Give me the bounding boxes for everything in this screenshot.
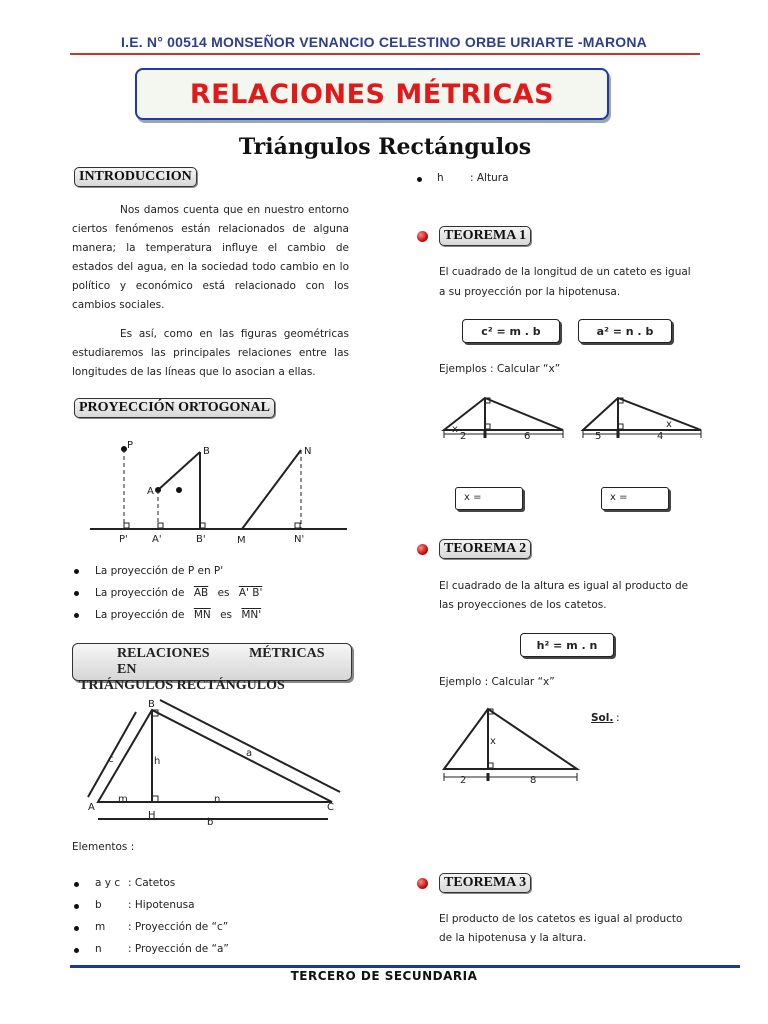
proyeccion-item-2-mid: es	[217, 587, 230, 599]
teorema2-ejemplo: Ejemplo : Calcular “x”	[439, 676, 555, 688]
teorema2-sol-colon: :	[616, 712, 620, 724]
proyeccion-item-3	[95, 609, 261, 621]
proyeccion-item-1: La proyección de P en P'	[95, 565, 224, 577]
relaciones-heading-line2: TRIÁNGULOS RECTÁNGULOS	[79, 678, 285, 693]
label-m: M	[237, 535, 246, 546]
teorema1-example-1-figure	[438, 392, 568, 444]
relaciones-heading-text1: RELACIONES MÉTRICAS EN	[117, 646, 325, 677]
proyeccion-item-3-mid: es	[220, 609, 233, 621]
elemento-value-3: : Proyección de “c”	[128, 921, 229, 933]
segment-ab-label: $\overline{AB}$	[193, 587, 209, 599]
segment-a-prime-b-prime-label: A' B'	[238, 587, 263, 599]
teorema1-bullet-icon	[417, 231, 428, 242]
elemento-value-1: : Catetos	[128, 877, 176, 889]
proyeccion-item-2	[95, 587, 262, 599]
segment-mn-prime-label: MN'	[241, 609, 262, 621]
proyeccion-heading: PROYECCIÓN ORTOGONAL	[74, 398, 275, 418]
bullet-dot	[417, 177, 422, 182]
footer-grade: TERCERO DE SECUNDARIA	[290, 969, 478, 983]
teorema1-text-line1: El cuadrado de la longitud de un cateto es igual	[439, 266, 691, 278]
side-c-label: c	[108, 754, 114, 765]
bullet-dot	[74, 904, 79, 909]
bullet-dot	[74, 613, 79, 618]
label-p: P	[127, 440, 134, 451]
example2-right-value: 4	[657, 431, 664, 442]
teorema2-triangle	[444, 709, 577, 769]
elemento-key-1: a y c	[95, 877, 121, 889]
right-angle-n	[295, 523, 300, 528]
altitude-h-label: h	[154, 756, 161, 767]
teorema1-answer-box-2[interactable]	[601, 487, 669, 510]
segment-ab	[158, 452, 200, 490]
example1-x-label: x	[452, 424, 458, 435]
intro-paragraph-1: Nos damos cuenta que en nuestro entorno ciertos fenómenos están relacionados de alguna manera; la temperatura influye el cambio de estados del agua, en la sociedad todo cambio en lo político y económico está relacionado con los cambios sociales.	[72, 204, 349, 311]
elemento-key-2: b	[95, 899, 102, 911]
stray-point	[176, 487, 182, 493]
side-b-label: b	[207, 817, 214, 827]
teorema2-right-value: 8	[530, 775, 537, 786]
elemento-value-2: : Hipotenusa	[128, 899, 195, 911]
teorema1-answer-2-label: x =	[610, 492, 628, 503]
side-a-label: a	[246, 748, 253, 759]
example1-triangle	[444, 398, 563, 430]
label-n: N	[304, 446, 312, 457]
side-a-measure	[160, 700, 340, 792]
label-p-prime: P'	[119, 534, 128, 545]
right-angle-p	[124, 523, 129, 528]
school-header: I.E. N° 00514 MONSEÑOR VENANCIO CELESTINO ORBE URIARTE -MARONA	[121, 34, 647, 50]
teorema3-heading: TEOREMA 3	[439, 873, 531, 893]
teorema3-text-line2: de la hipotenusa y la altura.	[439, 932, 587, 944]
projection-diagram	[85, 435, 355, 550]
title-box	[135, 68, 609, 120]
projection-m-label: m	[118, 794, 128, 805]
elementos-label: Elementos :	[72, 841, 135, 853]
footer-divider	[70, 965, 740, 968]
label-n-prime: N'	[294, 534, 305, 545]
example2-x-label: x	[666, 419, 672, 430]
teorema2-heading: TEOREMA 2	[439, 539, 531, 559]
label-a-prime: A'	[152, 534, 162, 545]
main-triangle-diagram	[78, 692, 358, 827]
label-a: A	[147, 486, 154, 497]
elemento-key-3: m	[95, 921, 106, 933]
teorema1-answer-box-1[interactable]	[455, 487, 523, 510]
teorema1-ejemplos: Ejemplos : Calcular “x”	[439, 363, 561, 375]
intro-heading: INTRODUCCION	[74, 167, 197, 187]
segment-mn	[242, 450, 301, 529]
teorema1-example-2-figure	[577, 392, 707, 444]
teorema2-sol-label: Sol.	[591, 712, 614, 724]
vertex-c-label: C	[327, 802, 334, 813]
example2-triangle	[583, 398, 701, 430]
altura-key: h	[437, 172, 444, 184]
teorema2-formula: h² = m . n	[520, 633, 614, 657]
relaciones-heading-line1	[79, 646, 345, 678]
example1-right-value: 6	[524, 431, 531, 442]
bullet-dot	[74, 882, 79, 887]
triangle-abc	[98, 710, 332, 802]
relaciones-heading	[72, 643, 352, 693]
teorema1-formula-1: c² = m . b	[462, 319, 560, 343]
projection-n-label: n	[214, 794, 221, 805]
example1-left-value: 2	[460, 431, 467, 442]
page-title: RELACIONES MÉTRICAS	[189, 78, 555, 110]
intro-paragraph-2: Es así, como en las figuras geométricas estudiaremos las principales relaciones entre las longitudes de las líneas que lo asocian a ellas.	[72, 328, 349, 378]
altura-value: : Altura	[470, 172, 509, 184]
teorema2-example-figure	[438, 701, 583, 786]
teorema2-x-label: x	[490, 736, 496, 747]
bullet-dot	[74, 926, 79, 931]
label-b-prime: B'	[196, 534, 206, 545]
teorema1-formula-2: a² = n . b	[578, 319, 672, 343]
elemento-key-4: n	[95, 943, 102, 955]
teorema2-left-value: 2	[460, 775, 467, 786]
bullet-dot	[74, 591, 79, 596]
bullet-dot	[74, 948, 79, 953]
teorema2-bullet-icon	[417, 544, 428, 555]
proyeccion-item-3-prefix: La proyección de	[95, 609, 185, 621]
bullet-dot	[74, 569, 79, 574]
segment-mn-label: $\overline{MN}$	[193, 609, 211, 621]
header-divider	[70, 53, 700, 55]
teorema3-text-line1: El producto de los catetos es igual al producto	[439, 913, 683, 925]
foot-h-label: H	[148, 810, 156, 821]
teorema2-text-line2: las proyecciones de los catetos.	[439, 599, 607, 611]
vertex-a-label: A	[88, 802, 95, 813]
label-b: B	[203, 446, 210, 457]
teorema2-text-line1: El cuadrado de la altura es igual al producto de	[439, 580, 689, 592]
elemento-value-4: : Proyección de “a”	[128, 943, 229, 955]
page-subtitle: Triángulos Rectángulos	[238, 134, 532, 160]
teorema1-heading: TEOREMA 1	[439, 226, 531, 246]
teorema1-answer-1-label: x =	[464, 492, 482, 503]
teorema1-text-line2: a su proyección por la hipotenusa.	[439, 286, 621, 298]
proyeccion-item-2-prefix: La proyección de	[95, 587, 185, 599]
vertex-b-label: B	[148, 699, 155, 710]
teorema3-bullet-icon	[417, 878, 428, 889]
right-angle-a	[158, 523, 163, 528]
example2-left-value: 5	[595, 431, 602, 442]
